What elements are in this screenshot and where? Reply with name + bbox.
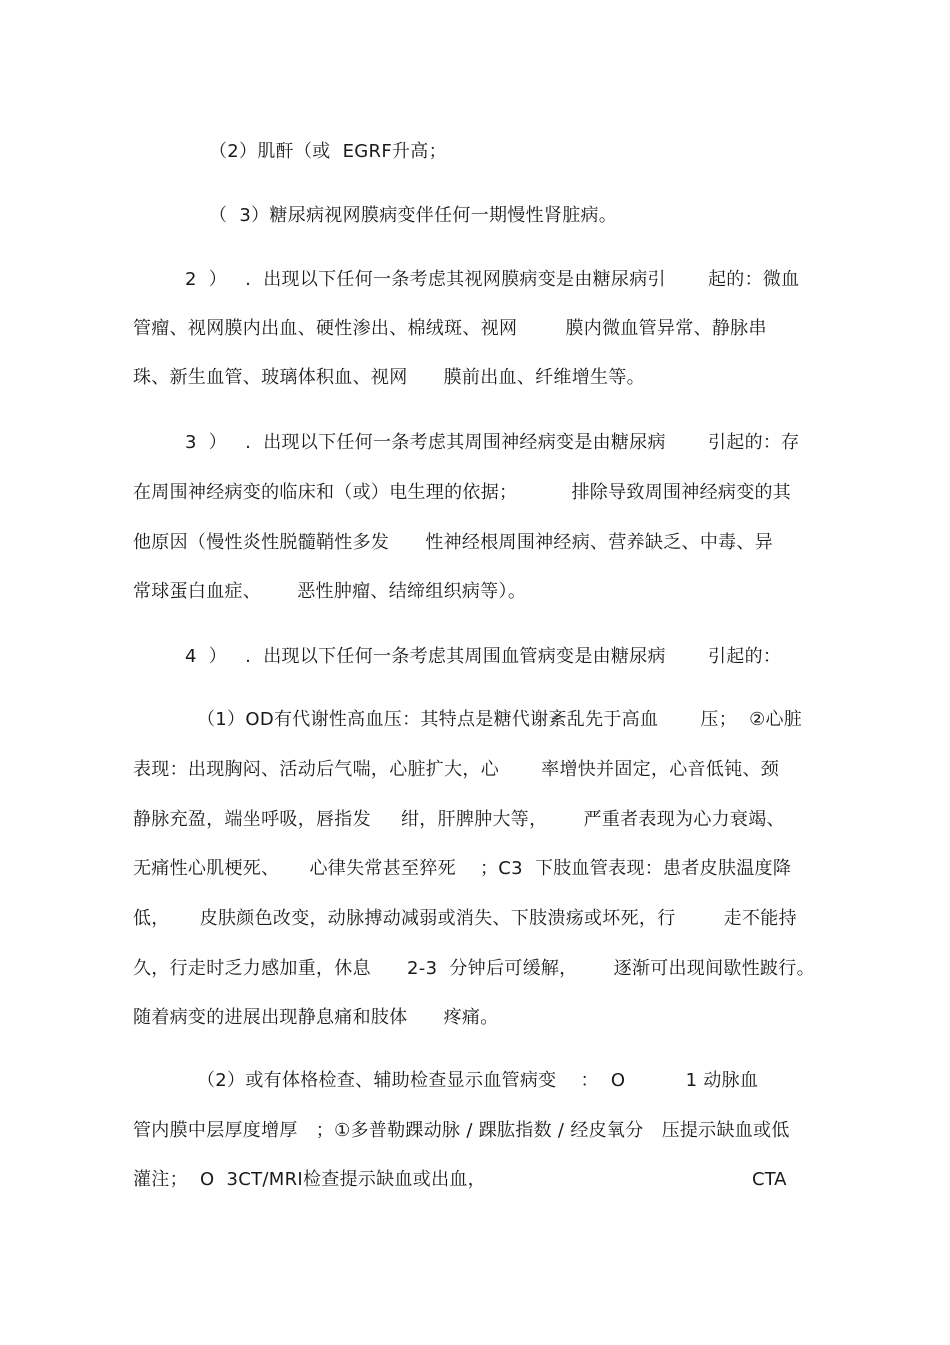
text-line-vascular-6: 久，行走时乏力感加重，休息 2-3 分钟后可缓解， 逐渐可出现间歇性跛行。 xyxy=(133,958,815,979)
text-line-retina-2: 管瘤、视网膜内出血、硬性渗出、棉绒斑、视网 膜内微血管异常、静脉串 xyxy=(133,318,767,339)
text-line-vascular-7: 随着病变的进展出现静息痛和肢体 疼痛。 xyxy=(133,1007,499,1028)
text-line-exam-1: （2）或有体格检查、辅助检查显示血管病变 ： O 1 动脉血 xyxy=(197,1070,759,1091)
text-line-retina-3: 珠、新生血管、玻璃体积血、视网 膜前出血、纤维增生等。 xyxy=(133,367,645,388)
text-line-exam-3: 灌注； O 3CT/MRI检查提示缺血或出血， xyxy=(133,1169,486,1190)
text-line-vascular-4: 无痛性心肌梗死、 心律失常甚至猝死 ；C3 下肢血管表现：患者皮肤温度降 xyxy=(133,858,792,879)
text-line-retina-heading: 2 ） . 出现以下任何一条考虑其视网膜病变是由糖尿病引 起的：微血 xyxy=(185,269,800,290)
text-line-vascular-1: （1）OD有代谢性高血压：其特点是糖代谢紊乱先于高血 压； ②心脏 xyxy=(197,709,803,730)
text-line-vascular-2: 表现：出现胸闷、活动后气喘，心脏扩大，心 率增快并固定，心音低钝、颈 xyxy=(133,759,780,780)
text-line-neuro-4: 常球蛋白血症、 恶性肿瘤、结缔组织病等）。 xyxy=(133,581,527,602)
text-line-vascular-3: 静脉充盈，端坐呼吸，唇指发 绀，肝脾肿大等， 严重者表现为心力衰竭、 xyxy=(133,809,785,830)
text-line-renal-2: （2）肌酐（或 EGRF升高； xyxy=(209,141,447,162)
text-line-renal-3: （ 3）糖尿病视网膜病变伴任何一期慢性肾脏病。 xyxy=(209,205,618,226)
text-line-vascular-heading: 4 ） . 出现以下任何一条考虑其周围血管病变是由糖尿病 引起的： xyxy=(185,646,782,667)
text-line-neuro-heading: 3 ） . 出现以下任何一条考虑其周围神经病变是由糖尿病 引起的：存 xyxy=(185,432,800,453)
text-line-vascular-5: 低， 皮肤颜色改变，动脉搏动减弱或消失、下肢溃疡或坏死，行 走不能持 xyxy=(133,908,797,929)
text-line-exam-2: 管内膜中层厚度增厚 ；①多普勒踝动脉 / 踝肱指数 / 经皮氧分 压提示缺血或低 xyxy=(133,1120,790,1141)
text-cta-tag: CTA xyxy=(752,1169,787,1190)
text-line-neuro-3: 他原因（慢性炎性脱髓鞘性多发 性神经根周围神经病、营养缺乏、中毒、异 xyxy=(133,532,774,553)
text-line-neuro-2: 在周围神经病变的临床和（或）电生理的依据； 排除导致周围神经病变的其 xyxy=(133,482,792,503)
